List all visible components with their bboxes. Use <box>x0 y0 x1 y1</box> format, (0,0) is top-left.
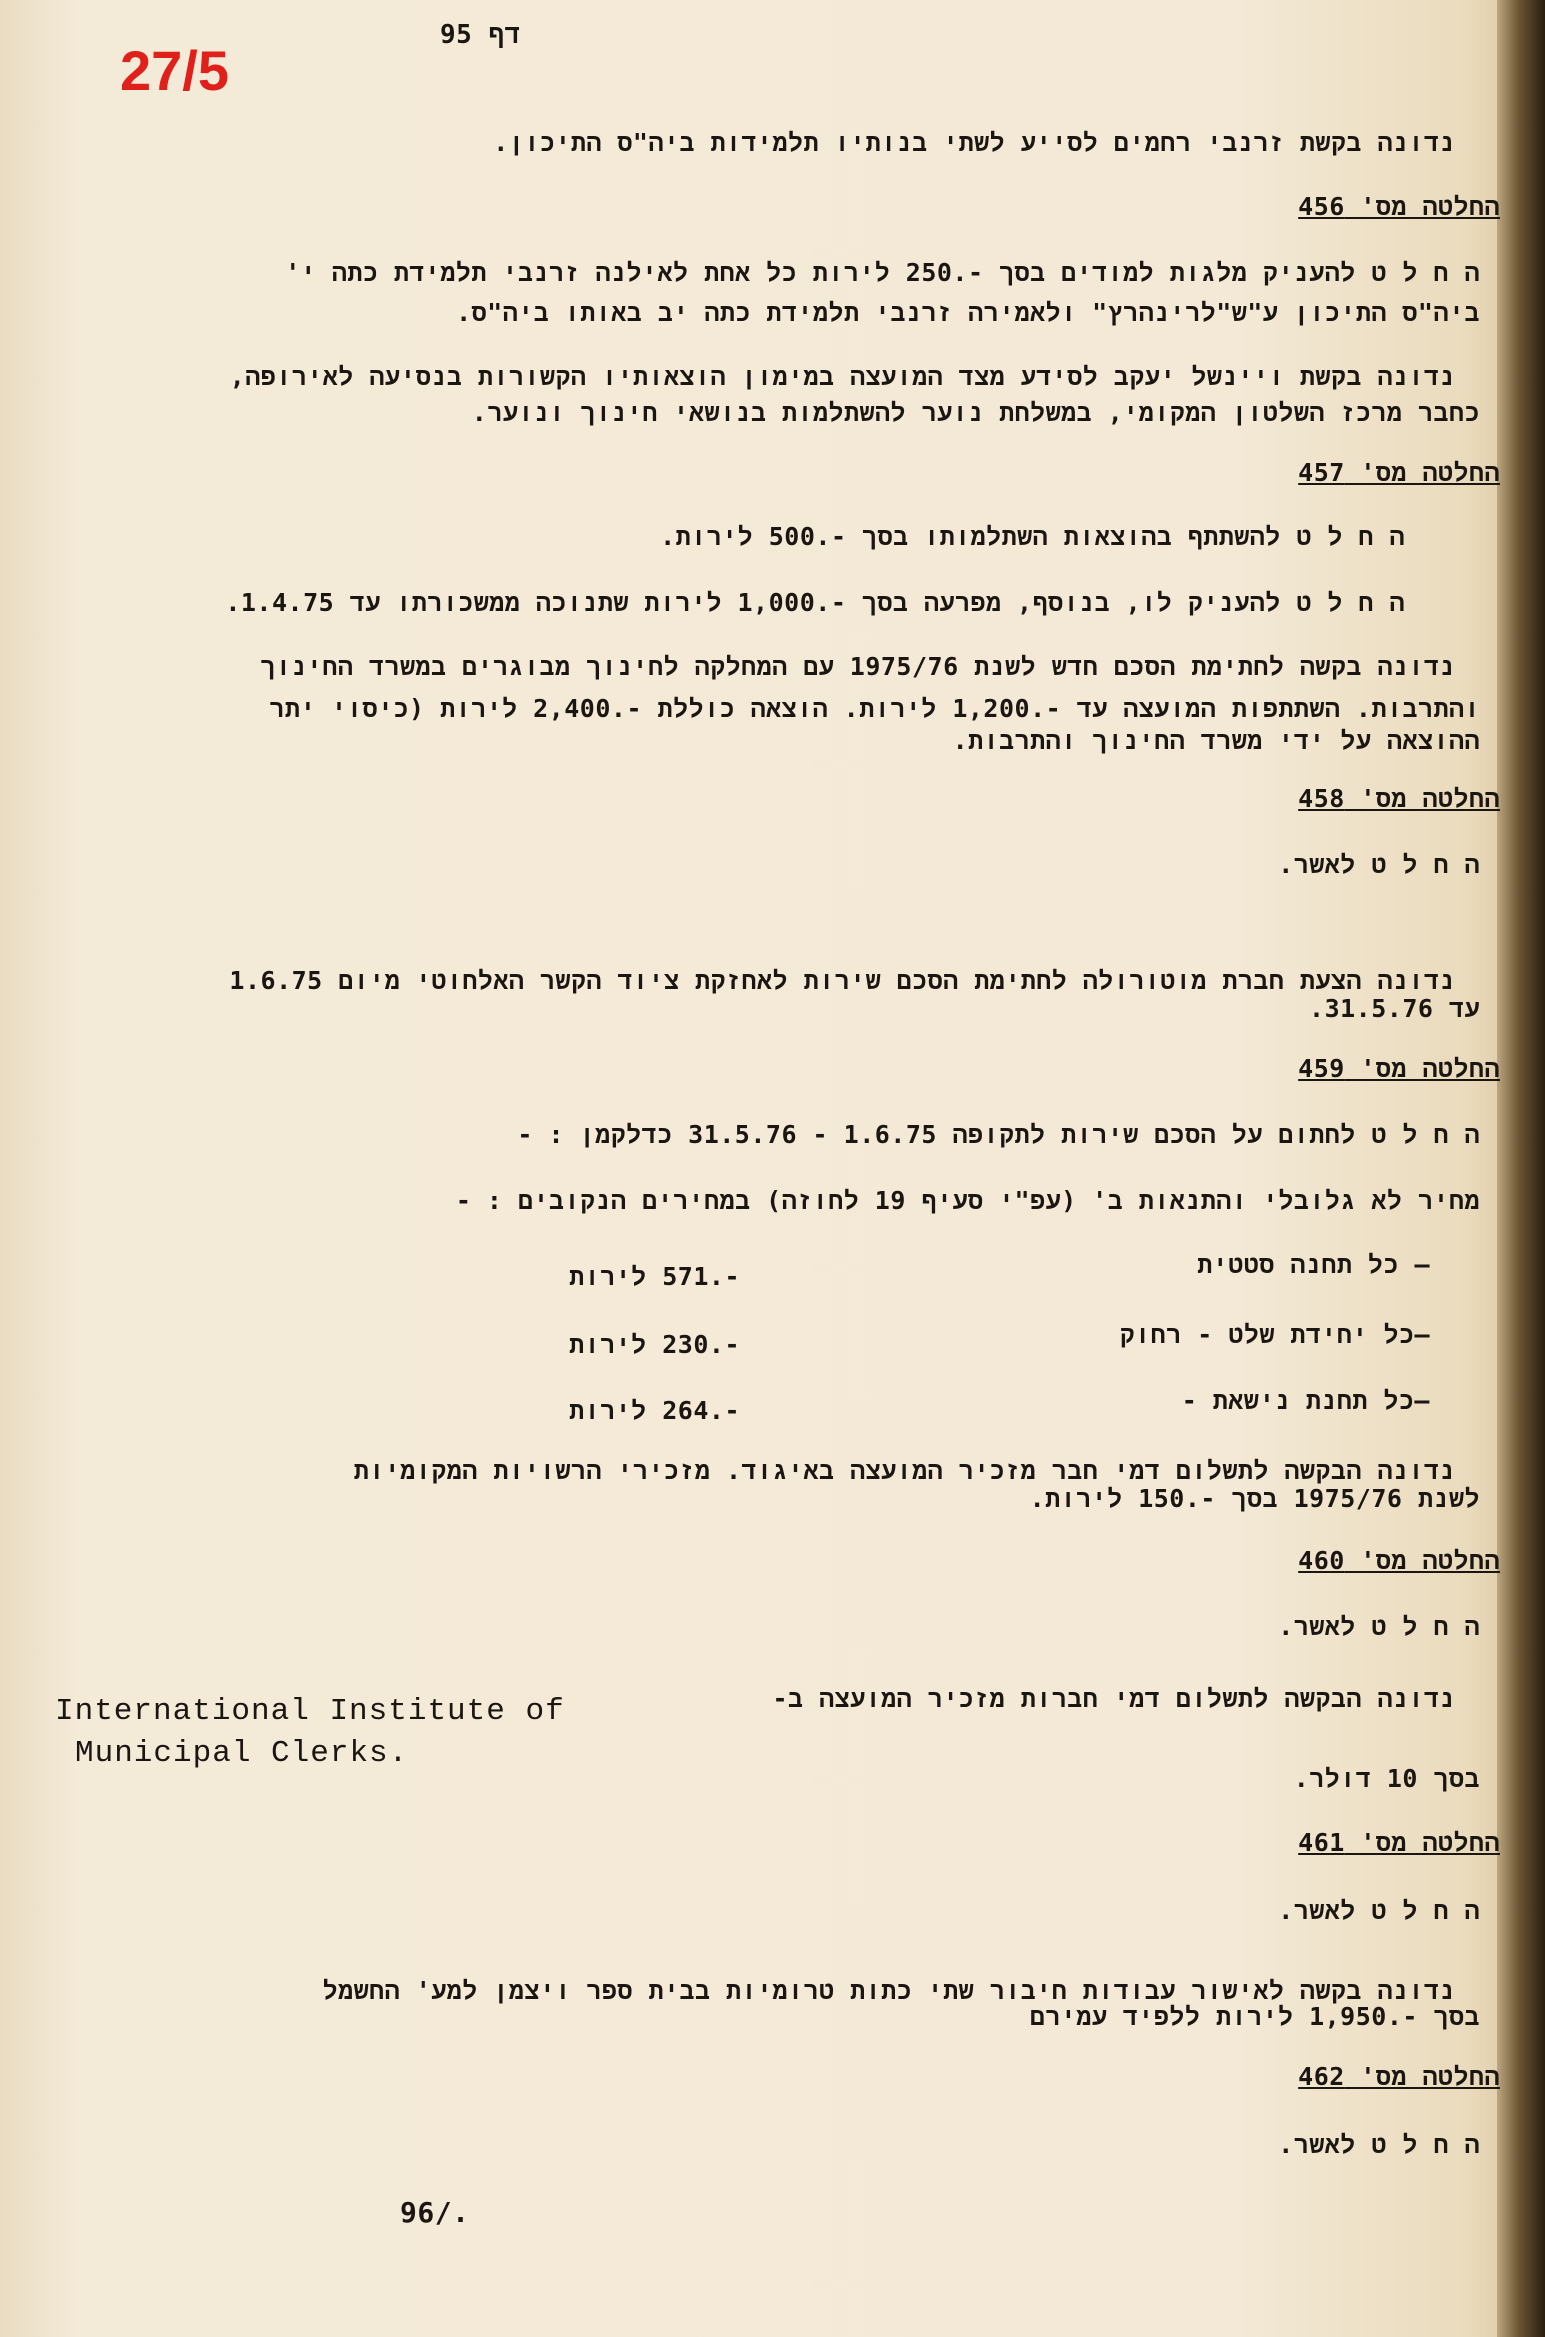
page-header: דף 95 <box>440 20 521 50</box>
resolution-heading: החלטה מס' 457 <box>1298 458 1500 487</box>
text-line: ה ח ל ט לאשר. <box>1278 2130 1480 2159</box>
text-line: נדונה בקשת זרנבי רחמים לסייע לשתי בנותיו תלמידות ביה"ס התיכון. <box>493 128 1455 157</box>
text-line: נדונה הבקשה לתשלום דמי חבר מזכיר המועצה באיגוד. מזכירי הרשויות המקומיות <box>353 1456 1455 1485</box>
resolution-heading: החלטה מס' 456 <box>1298 192 1500 221</box>
text-line: ה ח ל ט לאשר. <box>1278 850 1480 879</box>
text-line: נדונה בקשה לחתימת הסכם חדש לשנת 1975/76 עם המחלקה לחינוך מבוגרים במשרד החינוך <box>260 652 1455 681</box>
text-line: בסך -.1,950 לירות ללפיד עמירם <box>1029 2002 1480 2031</box>
price-item-label: —כל תחנת נישאת - <box>1181 1386 1430 1415</box>
text-line: והתרבות. השתתפות המועצה עד -.1,200 לירות. הוצאה כוללת -.2,400 לירות (כיסוי יתר <box>269 694 1480 723</box>
resolution-heading: החלטה מס' 462 <box>1298 2062 1500 2091</box>
text-line: ההוצאה על ידי משרד החינוך והתרבות. <box>952 726 1480 755</box>
resolution-heading: החלטה מס' 461 <box>1298 1828 1500 1857</box>
text-line: ה ח ל ט לחתום על הסכם שירות לתקופה 1.6.75 - 31.5.76 כדלקמן : - <box>517 1120 1480 1149</box>
price-item-value: -.264 לירות <box>569 1396 740 1425</box>
text-line: נדונה הבקשה לתשלום דמי חברות מזכיר המועצה ב- <box>772 1684 1455 1713</box>
text-line: עד 31.5.76. <box>1309 994 1480 1023</box>
resolution-heading: החלטה מס' 459 <box>1298 1054 1500 1083</box>
text-line: נדונה הצעת חברת מוטורולה לחתימת הסכם שירות לאחזקת ציוד הקשר האלחוטי מיום 1.6.75 <box>229 966 1455 995</box>
resolution-heading: החלטה מס' 460 <box>1298 1546 1500 1575</box>
english-text: Municipal Clerks. <box>75 1736 409 1771</box>
resolution-heading: החלטה מס' 458 <box>1298 784 1500 813</box>
text-line: ה ח ל ט להשתתף בהוצאות השתלמותו בסך -.500 לירות. <box>660 522 1405 551</box>
text-line: ה ח ל ט להעניק לו, בנוסף, מפרעה בסך -.1,000 לירות שתנוכה ממשכורתו עד 1.4.75. <box>225 588 1405 617</box>
book-spine-shadow <box>1497 0 1545 2337</box>
page-continuation: 96/. <box>400 2196 470 2229</box>
text-line: בסך 10 דולר. <box>1293 1764 1480 1793</box>
price-item-label: —כל יחידת שלט - רחוק <box>1119 1320 1430 1349</box>
text-line: נדונה בקשת ויינשל יעקב לסידע מצד המועצה במימון הוצאותיו הקשורות בנסיעה לאירופה, <box>229 362 1455 391</box>
english-text: International Institute of <box>55 1694 565 1729</box>
text-line: מחיר לא גלובלי והתנאות ב' (עפ"י סעיף 19 לחוזה) במחירים הנקובים : - <box>455 1186 1480 1215</box>
text-line: ה ח ל ט להעניק מלגות למודים בסך -.250 לירות כל אחת לאילנה זרנבי תלמידת כתה י' <box>285 258 1480 287</box>
text-line: לשנת 1975/76 בסך -.150 לירות. <box>1029 1484 1480 1513</box>
text-line: נדונה בקשה לאישור עבודות חיבור שתי כתות טרומיות בבית ספר ויצמן למע' החשמל <box>322 1976 1455 2005</box>
text-line: כחבר מרכז השלטון המקומי, במשלחת נוער להשתלמות בנושאי חינוך ונוער. <box>471 398 1480 427</box>
text-line: ה ח ל ט לאשר. <box>1278 1612 1480 1641</box>
price-item-value: -.571 לירות <box>569 1262 740 1291</box>
text-line: ה ח ל ט לאשר. <box>1278 1896 1480 1925</box>
price-item-value: -.230 לירות <box>569 1330 740 1359</box>
date-stamp: 27/5 <box>120 39 229 102</box>
text-line: ביה"ס התיכון ע"ש"לרינהרץ" ולאמירה זרנבי תלמידת כתה יב באותו ביה"ס. <box>456 298 1480 327</box>
price-item-label: — כל תחנה סטטית <box>1197 1250 1430 1279</box>
